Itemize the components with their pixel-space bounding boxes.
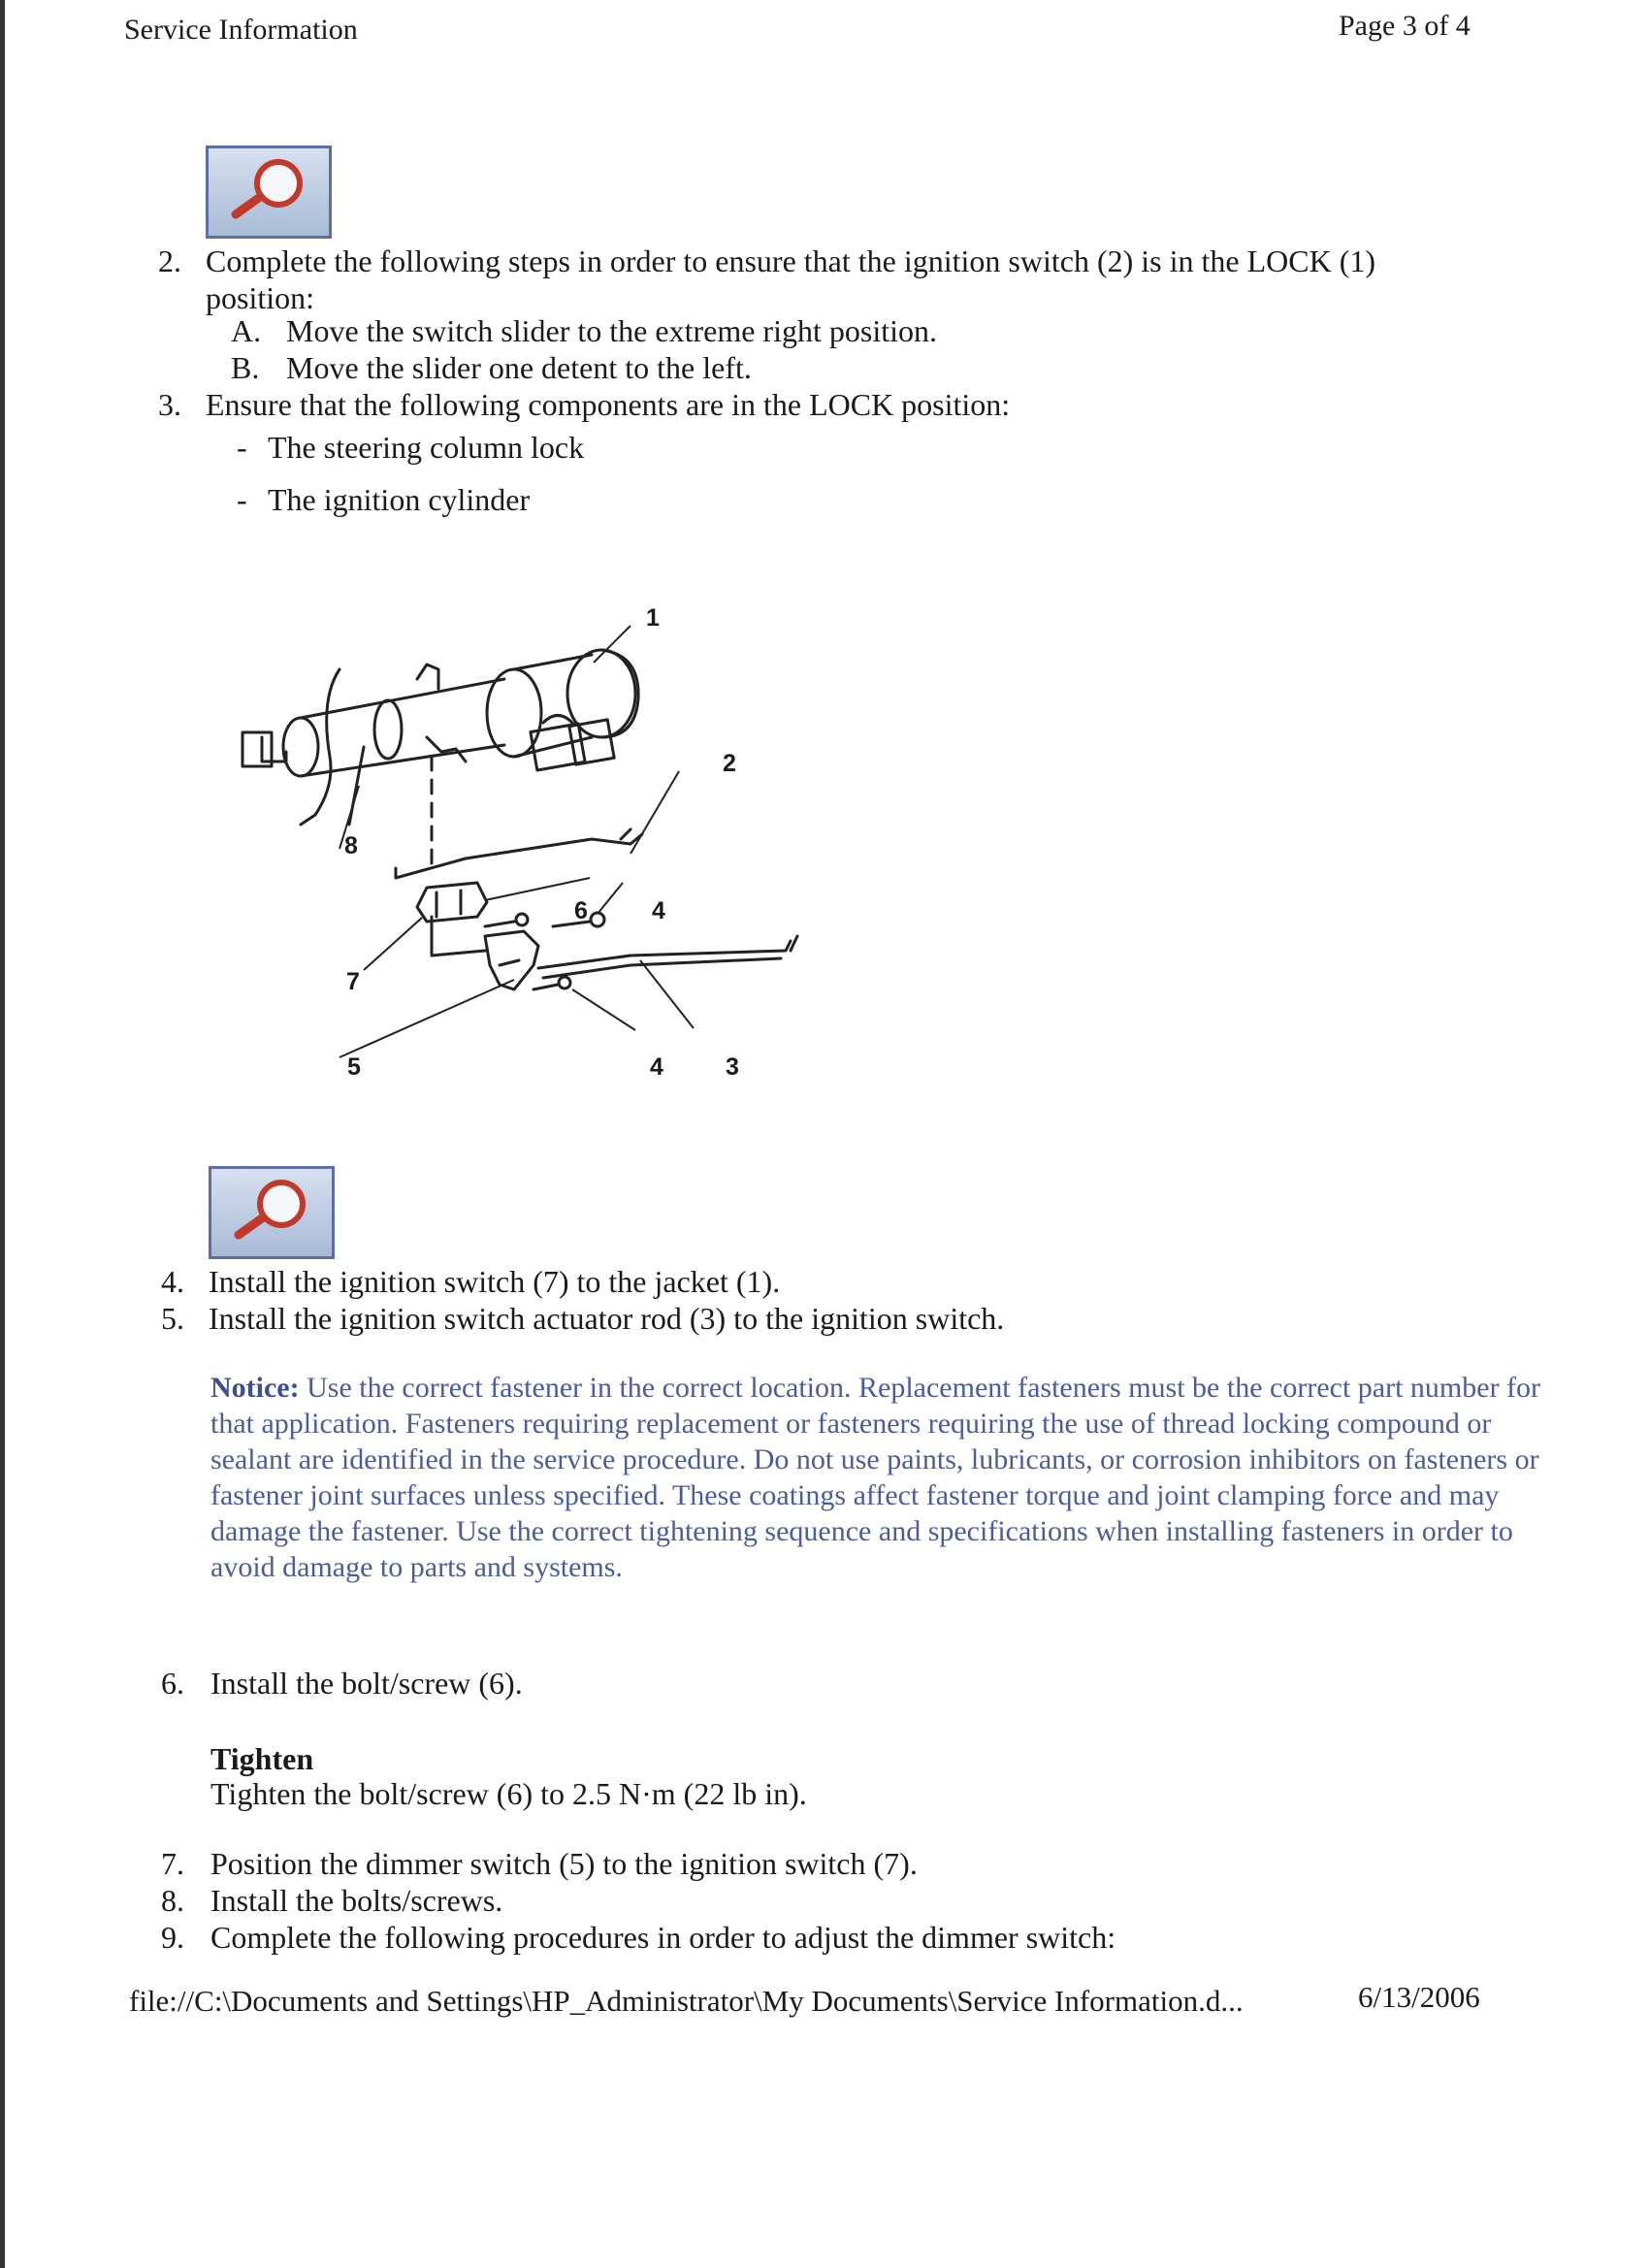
page-number: Page 3 of 4 bbox=[1339, 10, 1471, 42]
step-text: Complete the following procedures in order to adjust the dimmer switch: bbox=[210, 1920, 1116, 1955]
notice-block bbox=[210, 1370, 1559, 1585]
step-number: 6. bbox=[161, 1666, 184, 1701]
callout-label: 6 bbox=[574, 897, 588, 924]
tighten-text: Tighten the bolt/screw (6) to 2.5 N·m (22 lb in). bbox=[210, 1776, 807, 1811]
substep-letter: A. bbox=[231, 313, 262, 348]
callout-label: 7 bbox=[346, 968, 360, 995]
callout-label: 4 bbox=[650, 1053, 663, 1077]
step-number: 3. bbox=[158, 387, 181, 422]
callout-label: 3 bbox=[726, 1053, 739, 1077]
substep-letter: B. bbox=[231, 350, 260, 385]
footer-file-path: file://C:\Documents and Settings\HP_Administrator\My Documents\Service Information.d... bbox=[129, 1984, 1244, 2018]
step-number: 7. bbox=[161, 1846, 184, 1881]
bullet-mark: - bbox=[237, 482, 247, 517]
header-title: Service Information bbox=[124, 14, 358, 46]
scan-edge bbox=[0, 0, 5, 2268]
magnify-button[interactable] bbox=[206, 146, 332, 239]
step-text: Install the ignition switch (7) to the jacket (1). bbox=[209, 1264, 781, 1299]
step-text-cont: position: bbox=[206, 280, 315, 315]
step-text: Install the bolts/screws. bbox=[210, 1883, 503, 1918]
magnifier-icon bbox=[209, 148, 329, 236]
bullet-mark: - bbox=[237, 430, 247, 465]
substep-text: Move the switch slider to the extreme right position. bbox=[286, 313, 937, 348]
substep-text: Move the slider one detent to the left. bbox=[286, 350, 752, 385]
callout-label: 8 bbox=[344, 832, 358, 859]
step-number: 5. bbox=[161, 1301, 184, 1336]
callout-label: 4 bbox=[652, 897, 665, 924]
step-text: Complete the following steps in order to ensure that the ignition switch (2) is in the LOCK (1) bbox=[206, 243, 1376, 278]
magnify-button[interactable] bbox=[209, 1166, 335, 1259]
step-number: 4. bbox=[161, 1264, 184, 1299]
notice-text: Use the correct fastener in the correct location. Replacement fasteners must be the correct part number for that application. Fasteners requiring replacement or fasteners requiring the use of thread locking compound or sealant are identified in the service procedure. Do not use paints, lubricants, or corrosion inhibitors on fasteners or fastener joint surfaces unless specified. These coatings affect fastener torque and joint clamping force and may damage the fastener. Use the correct tightening sequence and specifications when installing fasteners in order to avoid damage to parts and systems. bbox=[210, 1372, 1541, 1583]
callout-label: 1 bbox=[646, 604, 660, 632]
steering-column-diagram bbox=[223, 592, 844, 1077]
callout-label: 2 bbox=[723, 750, 736, 777]
step-text: Position the dimmer switch (5) to the ignition switch (7). bbox=[210, 1846, 918, 1881]
tighten-title: Tighten bbox=[210, 1741, 314, 1776]
step-text: Install the bolt/screw (6). bbox=[210, 1666, 523, 1701]
step-number: 8. bbox=[161, 1883, 184, 1918]
bullet-text: The ignition cylinder bbox=[268, 482, 531, 517]
footer-date: 6/13/2006 bbox=[1358, 1980, 1480, 2014]
bullet-text: The steering column lock bbox=[268, 430, 585, 465]
step-number: 2. bbox=[158, 243, 181, 278]
step-text: Ensure that the following components are in the LOCK position: bbox=[206, 387, 1011, 422]
step-number: 9. bbox=[161, 1920, 184, 1955]
notice-label: Notice: bbox=[210, 1372, 300, 1404]
magnifier-icon bbox=[211, 1169, 332, 1256]
callout-label: 5 bbox=[347, 1053, 361, 1077]
step-text: Install the ignition switch actuator rod (3) to the ignition switch. bbox=[209, 1301, 1005, 1336]
